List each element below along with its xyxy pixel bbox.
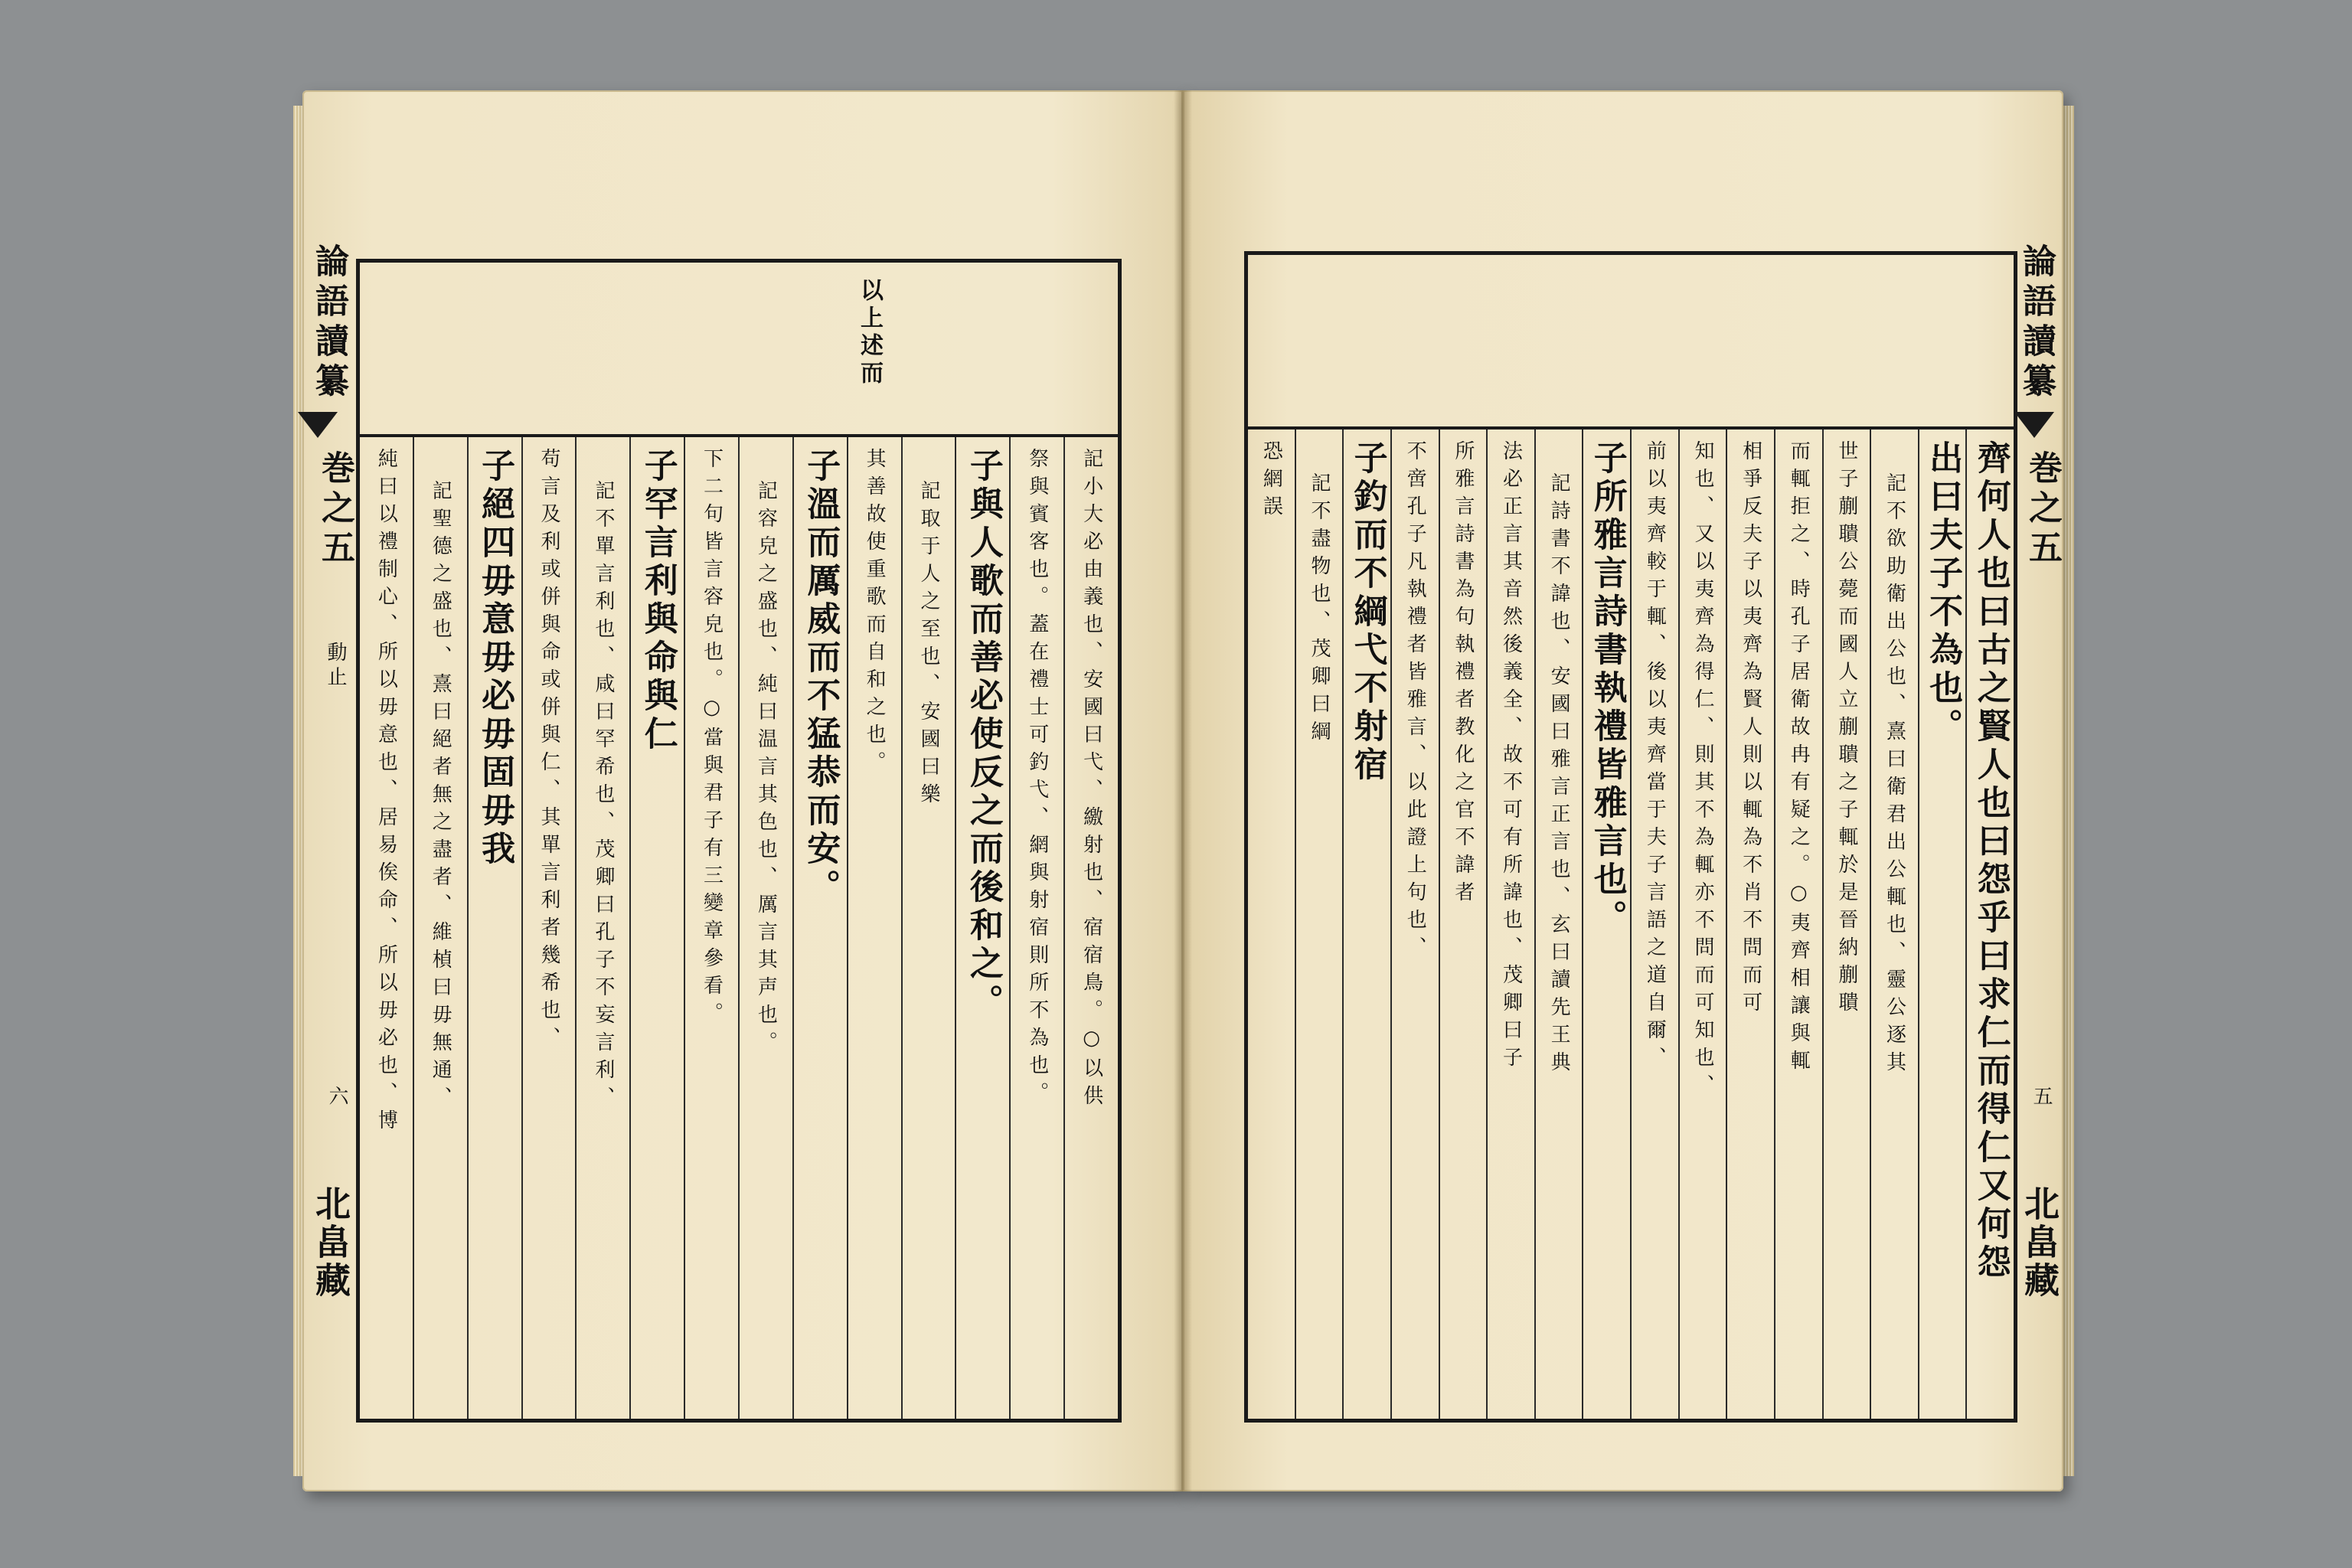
right-column [1726,430,1774,1419]
left-column [901,437,956,1419]
right-column [1965,430,2014,1419]
commentary-line: 相爭反夫子以夷齊為賢人則以輒為不肖不問而可 [1739,440,1762,1019]
right-page [1183,90,2063,1491]
left-margin-publisher: 北畠藏 [310,1185,351,1300]
right-margin-page-number: 五 [2030,1086,2053,1110]
commentary-line: 祭與賓客也。蓋在禮士可釣弋、網與射宿則所不為也。 [1025,448,1049,1109]
commentary-line: 下二句皆言容皃也。○當與君子有三變章參看。 [700,448,724,1030]
commentary-line: 記詩書不諱也、安國曰雅言正言也、玄曰讀先王典 [1547,472,1571,1079]
right-page-edges [2062,106,2074,1476]
left-upper-margin [360,263,1118,437]
left-upper-note: 以上述而 [856,278,883,388]
commentary-line: 而輒拒之、時孔子居衛故冉有疑之。○夷齊相讓與輒 [1787,440,1811,1077]
right-column [1918,430,1966,1419]
commentary-line: 世子蒯聵公薨而國人立蒯聵之子輒於是晉納蒯聵 [1834,440,1858,1019]
commentary-line: 記不盡物也、茂卿曰綱 [1307,472,1331,748]
right-column [1774,430,1822,1419]
right-column [1678,430,1726,1419]
commentary-line: 所雅言詩書為句執禮者教化之官不諱者 [1451,440,1475,909]
commentary-line: 記不欲助衛出公也、熹曰衛君出公輒也、靈公逐其 [1883,472,1906,1079]
left-column [847,437,901,1419]
left-column [467,437,521,1419]
commentary-line: 其善故使重歌而自和之也。 [863,448,887,779]
right-column [1870,430,1918,1419]
main-text-line: 出曰夫子不為也。 [1923,440,1963,746]
main-text-line: 子所雅言詩書執禮皆雅言也。 [1587,440,1627,938]
left-margin-page-number: 六 [325,1086,348,1110]
right-margin-volume: 巻之五 [2023,450,2062,570]
commentary-line: 前以夷齊較于輒、後以夷齊當于夫子言語之道自爾、 [1643,440,1667,1074]
commentary-line: 記聖德之盛也、熹曰絕者無之盡者、維楨曰毋無通、 [429,480,452,1114]
commentary-line: 不啻孔子凡執禮者皆雅言、以此證上句也、 [1403,440,1427,964]
right-column [1248,430,1295,1419]
main-text-line: 子溫而厲威而不猛恭而安。 [801,448,841,907]
left-column [955,437,1009,1419]
left-text-frame [356,259,1122,1423]
right-margin-publisher: 北畠藏 [2019,1185,2060,1300]
left-column [360,437,413,1419]
commentary-line: 知也、又以夷齊為得仁、則其不為輒亦不問而可知也、 [1690,440,1714,1102]
left-column [629,437,684,1419]
left-column [1009,437,1063,1419]
main-text-line: 子罕言利與命與仁 [638,448,678,754]
right-column [1439,430,1487,1419]
left-column [738,437,792,1419]
left-column [1063,437,1118,1419]
main-text-line: 齊何人也曰古之賢人也曰怨乎曰求仁而得仁又何怨 [1971,440,2011,1282]
right-column [1582,430,1630,1419]
main-text-line: 子與人歌而善必使反之而後和之。 [963,448,1003,1022]
left-column [521,437,576,1419]
right-text-frame [1244,251,2017,1423]
right-column [1342,430,1390,1419]
left-column [575,437,629,1419]
commentary-line: 恐網誤 [1259,440,1283,523]
right-columns [1248,430,2014,1419]
right-column [1630,430,1678,1419]
left-column [413,437,467,1419]
commentary-line: 純曰以禮制心、所以毋意也、居易俟命、所以毋必也、博 [374,448,398,1137]
commentary-line: 苟言及利或併與命或併與仁、其單言利者幾希也、 [537,448,560,1054]
book-gutter [1174,90,1192,1491]
left-fishtail-mark [298,412,338,438]
commentary-line: 法必正言其音然後義全、故不可有所諱也、茂卿曰子 [1499,440,1523,1074]
left-column [684,437,738,1419]
right-column [1534,430,1583,1419]
right-margin-title: 論語讀纂 [2017,243,2056,403]
left-margin-title: 論語讀纂 [309,243,348,403]
right-column [1822,430,1870,1419]
commentary-line: 記容皃之盛也、純曰温言其色也、厲言其声也。 [754,480,778,1059]
right-column [1390,430,1439,1419]
left-page [302,90,1183,1491]
left-margin-volume: 巻之五 [315,450,354,570]
left-columns [360,437,1118,1419]
main-text-line: 子釣而不綱弋不射宿 [1348,440,1387,785]
commentary-line: 記不單言利也、咸曰罕希也、茂卿曰孔子不妄言利、 [591,480,615,1114]
main-text-line: 子絕四毋意毋必毋固毋我 [475,448,515,869]
right-upper-margin [1248,255,2014,430]
right-fishtail-mark [2014,412,2054,438]
left-margin-chapter: 動止 [324,642,347,691]
right-column [1486,430,1534,1419]
commentary-line: 記取于人之至也、安國曰樂 [916,480,940,811]
left-column [792,437,847,1419]
commentary-line: 記小大必由義也、安國曰弋、繳射也、宿宿鳥。○以供 [1080,448,1103,1112]
open-book [302,90,2063,1491]
right-column [1295,430,1343,1419]
